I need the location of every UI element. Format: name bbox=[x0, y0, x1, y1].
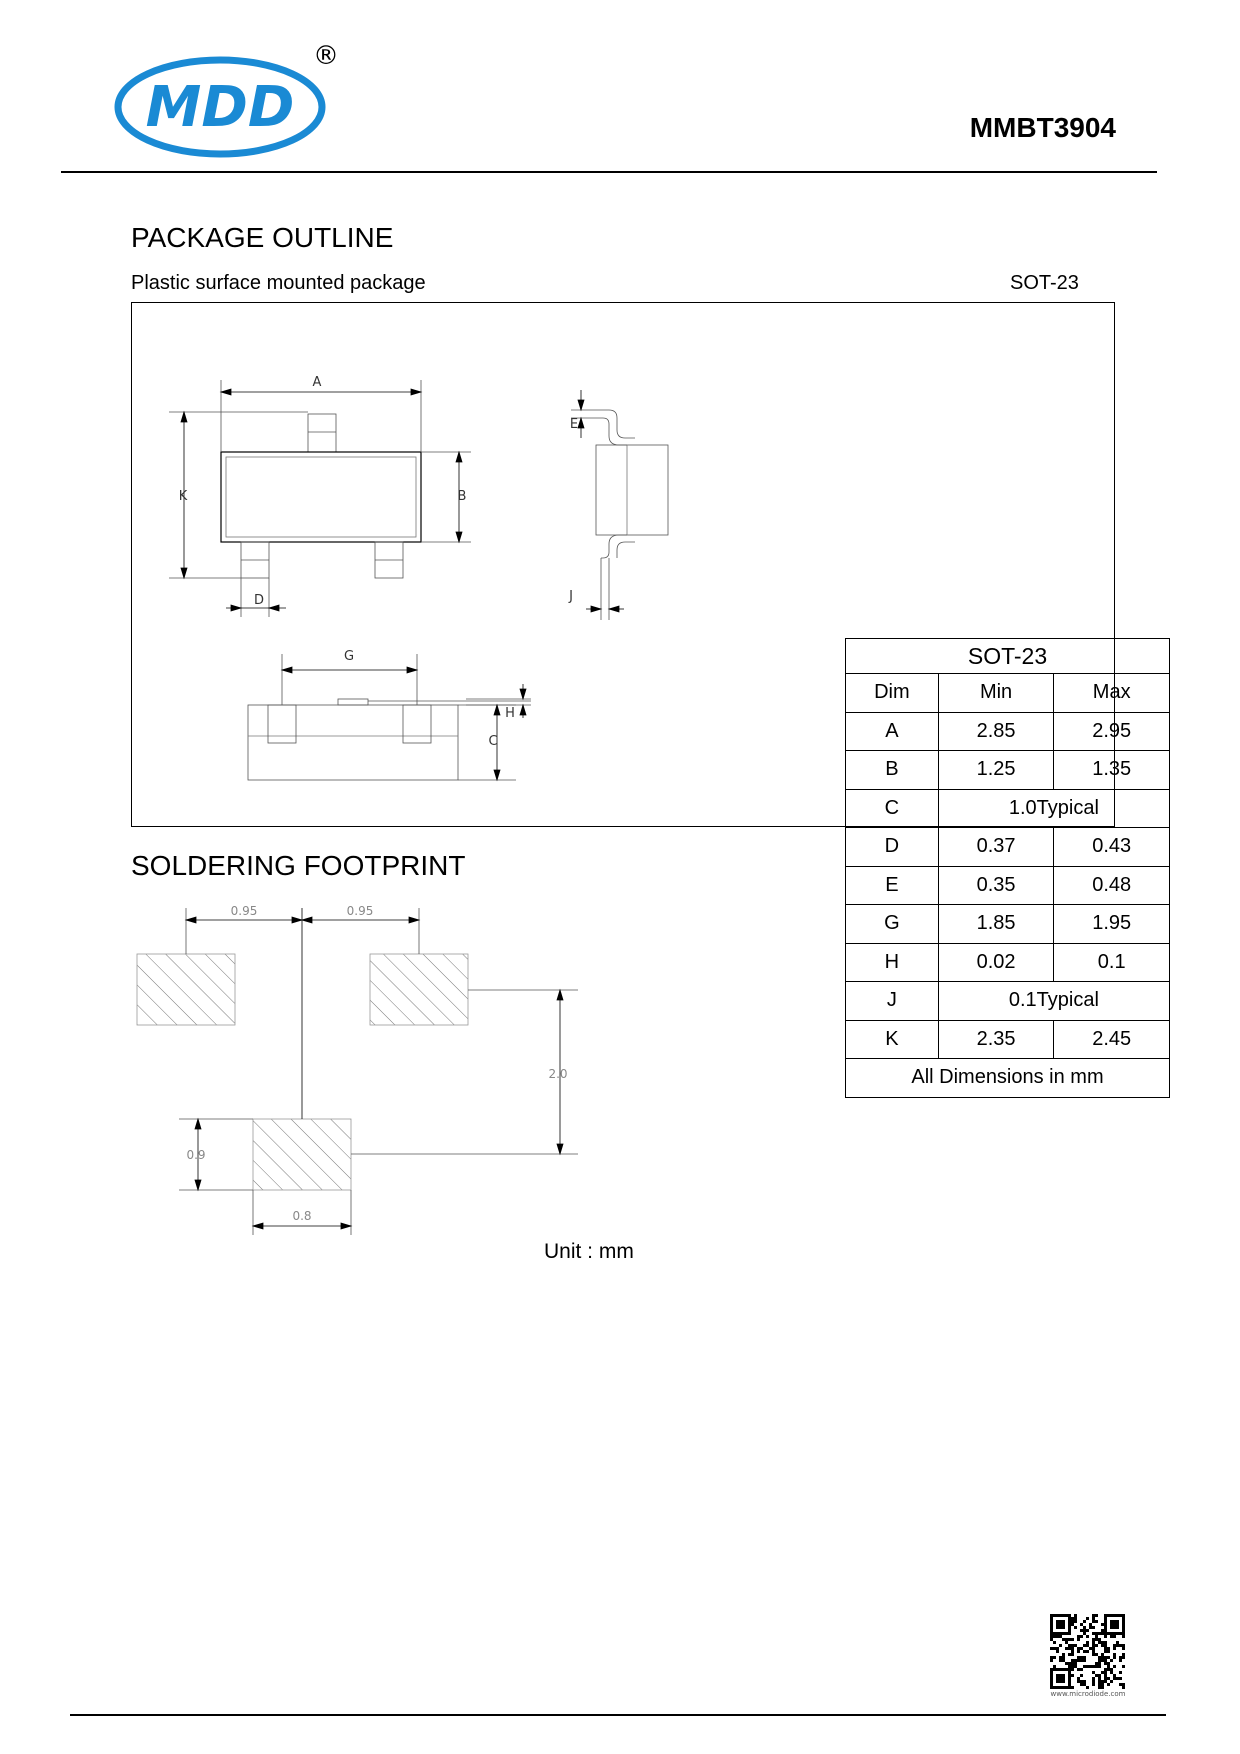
min-cell: 1.25 bbox=[938, 751, 1054, 790]
table-row bbox=[846, 943, 1170, 982]
label-j: J bbox=[569, 589, 573, 604]
typical-cell: 0.1Typical bbox=[938, 982, 1169, 1021]
pitch-right-label: 0.95 bbox=[346, 904, 374, 918]
dim-cell: H bbox=[846, 943, 939, 982]
label-d: D bbox=[253, 593, 265, 608]
dim-cell: J bbox=[846, 982, 939, 1021]
min-cell: 0.35 bbox=[938, 866, 1054, 905]
min-cell: 2.35 bbox=[938, 1020, 1054, 1059]
min-cell: 1.85 bbox=[938, 905, 1054, 944]
pad-height-label: 0.9 bbox=[186, 1148, 206, 1162]
typical-cell: 1.0Typical bbox=[938, 789, 1169, 828]
soldering-footprint-drawing bbox=[131, 900, 611, 1260]
dim-cell: A bbox=[846, 712, 939, 751]
dim-cell: D bbox=[846, 828, 939, 867]
table-row bbox=[846, 789, 1170, 828]
package-type: SOT-23 bbox=[1010, 272, 1079, 294]
pitch-left-label: 0.95 bbox=[230, 904, 258, 918]
unit-note: Unit : mm bbox=[544, 1240, 634, 1263]
table-row bbox=[846, 1020, 1170, 1059]
pad-left bbox=[137, 954, 235, 1025]
logo-text: MDD bbox=[145, 75, 295, 140]
registered-mark: ® bbox=[313, 41, 339, 71]
table-row bbox=[846, 751, 1170, 790]
dimensions-table bbox=[845, 638, 1170, 1098]
max-cell: 0.1 bbox=[1054, 943, 1170, 982]
table-row bbox=[846, 828, 1170, 867]
footer-rule bbox=[70, 1714, 1166, 1716]
top-view bbox=[169, 380, 471, 617]
max-cell: 0.43 bbox=[1054, 828, 1170, 867]
table-header: Min bbox=[938, 674, 1054, 713]
max-cell: 1.95 bbox=[1054, 905, 1170, 944]
dim-cell: G bbox=[846, 905, 939, 944]
table-row bbox=[846, 905, 1170, 944]
table-row bbox=[846, 866, 1170, 905]
label-k: K bbox=[178, 489, 188, 504]
min-cell: 0.02 bbox=[938, 943, 1054, 982]
max-cell: 2.95 bbox=[1054, 712, 1170, 751]
table-header: Dim bbox=[846, 674, 939, 713]
max-cell: 0.48 bbox=[1054, 866, 1170, 905]
pad-width-label: 0.8 bbox=[292, 1209, 312, 1223]
label-h: H bbox=[505, 706, 515, 721]
label-c: C bbox=[488, 734, 498, 749]
part-number: MMBT3904 bbox=[969, 112, 1116, 143]
table-footer: All Dimensions in mm bbox=[846, 1059, 1170, 1098]
company-logo bbox=[114, 40, 354, 170]
front-view bbox=[248, 654, 531, 780]
dim-cell: C bbox=[846, 789, 939, 828]
pad-bottom bbox=[253, 1119, 351, 1190]
package-description: Plastic surface mounted package bbox=[131, 272, 426, 294]
max-cell: 1.35 bbox=[1054, 751, 1170, 790]
pad-right bbox=[370, 954, 468, 1025]
qr-caption: www.microdiode.com bbox=[1050, 1690, 1126, 1698]
height-label: 2.0 bbox=[548, 1067, 568, 1081]
label-e: E bbox=[569, 417, 579, 432]
label-g: G bbox=[343, 649, 355, 664]
package-outline-title: PACKAGE OUTLINE bbox=[131, 222, 394, 253]
table-title: SOT-23 bbox=[846, 639, 1170, 674]
dim-cell: E bbox=[846, 866, 939, 905]
side-view bbox=[571, 390, 668, 620]
dim-cell: B bbox=[846, 751, 939, 790]
header-rule bbox=[61, 171, 1157, 173]
dim-cell: K bbox=[846, 1020, 939, 1059]
max-cell: 2.45 bbox=[1054, 1020, 1170, 1059]
table-row bbox=[846, 712, 1170, 751]
table-header: Max bbox=[1054, 674, 1170, 713]
table-row bbox=[846, 982, 1170, 1021]
soldering-footprint-title: SOLDERING FOOTPRINT bbox=[131, 850, 466, 881]
min-cell: 2.85 bbox=[938, 712, 1054, 751]
min-cell: 0.37 bbox=[938, 828, 1054, 867]
label-a: A bbox=[312, 375, 322, 390]
label-b: B bbox=[457, 489, 467, 504]
